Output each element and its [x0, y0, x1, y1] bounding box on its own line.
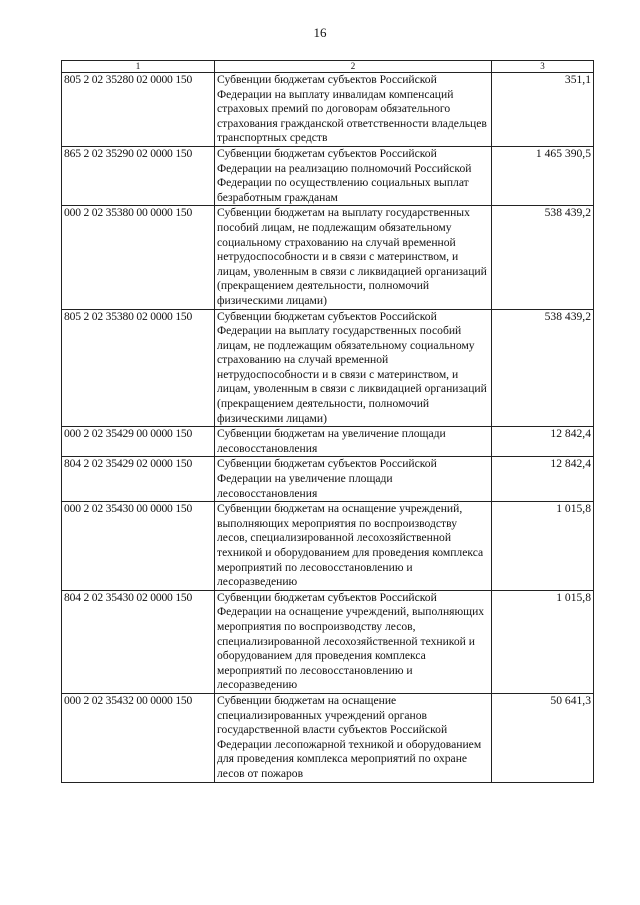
- budget-amount: 1 015,8: [492, 590, 594, 693]
- budget-code: 000 2 02 35432 00 0000 150: [62, 693, 215, 782]
- budget-description: Субвенции бюджетам субъектов Российской Федерации на увеличение площади лесовосстановления: [215, 457, 492, 502]
- table-row: [62, 457, 594, 502]
- budget-code: 804 2 02 35430 02 0000 150: [62, 590, 215, 693]
- table-row: [62, 590, 594, 693]
- budget-description: Субвенции бюджетам субъектов Российской Федерации на реализацию полномочий Российской Федерации по осуществлению социальных выплат безработным гражданам: [215, 146, 492, 205]
- column-header-code: 1: [62, 61, 215, 73]
- budget-description: Субвенции бюджетам субъектов Российской Федерации на выплату инвалидам компенсаций страховых премий по договорам обязательного страхования гражданской ответственности владельцев транспортных средств: [215, 73, 492, 147]
- table-row: [62, 73, 594, 147]
- budget-description: Субвенции бюджетам на увеличение площади лесовосстановления: [215, 427, 492, 457]
- budget-code: 805 2 02 35280 02 0000 150: [62, 73, 215, 147]
- budget-amount: 538 439,2: [492, 206, 594, 309]
- budget-amount: 12 842,4: [492, 427, 594, 457]
- budget-table: [61, 60, 594, 783]
- column-header-amount: 3: [492, 61, 594, 73]
- budget-code: 000 2 02 35429 00 0000 150: [62, 427, 215, 457]
- budget-description: Субвенции бюджетам субъектов Российской Федерации на выплату государственных пособий лицам, не подлежащим обязательному социальному страхованию на случай временной нетрудоспособности и в связи с материнством, и лицам, уволенным в связи с ликвидацией организаций (прекращением деятельности, полномочий физическими лицами): [215, 309, 492, 427]
- column-header-description: 2: [215, 61, 492, 73]
- table-row: [62, 693, 594, 782]
- budget-description: Субвенции бюджетам на оснащение специализированных учреждений органов государственной власти субъектов Российской Федерации лесопожарной техникой и оборудованием для проведения комплекса мероприятий по охране лесов от пожаров: [215, 693, 492, 782]
- table-header-row: [62, 61, 594, 73]
- budget-amount: 538 439,2: [492, 309, 594, 427]
- table-row: [62, 206, 594, 309]
- budget-code: 000 2 02 35430 00 0000 150: [62, 502, 215, 591]
- page-number: 16: [313, 25, 327, 40]
- budget-amount: 1 465 390,5: [492, 146, 594, 205]
- budget-description: Субвенции бюджетам на выплату государственных пособий лицам, не подлежащим обязательному социальному страхованию на случай временной нетрудоспособности и в связи с материнством, и лицам, уволенным в связи с ликвидацией организаций (прекращением деятельности, полномочий физическими лицами): [215, 206, 492, 309]
- table-row: [62, 502, 594, 591]
- budget-amount: 1 015,8: [492, 502, 594, 591]
- budget-amount: 351,1: [492, 73, 594, 147]
- budget-amount: 50 641,3: [492, 693, 594, 782]
- budget-amount: 12 842,4: [492, 457, 594, 502]
- table-row: [62, 427, 594, 457]
- budget-code: 865 2 02 35290 02 0000 150: [62, 146, 215, 205]
- budget-code: 804 2 02 35429 02 0000 150: [62, 457, 215, 502]
- budget-code: 000 2 02 35380 00 0000 150: [62, 206, 215, 309]
- budget-description: Субвенции бюджетам субъектов Российской Федерации на оснащение учреждений, выполняющих мероприятия по воспроизводству лесов, специализированной лесохозяйственной техникой и оборудованием для проведения комплекса мероприятий по лесовосстановлению и лесоразведению: [215, 590, 492, 693]
- table-row: [62, 309, 594, 427]
- budget-code: 805 2 02 35380 02 0000 150: [62, 309, 215, 427]
- budget-description: Субвенции бюджетам на оснащение учреждений, выполняющих мероприятия по воспроизводству лесов, специализированной лесохозяйственной техникой и оборудованием для проведения комплекса мероприятий по лесовосстановлению и лесоразведению: [215, 502, 492, 591]
- table-row: [62, 146, 594, 205]
